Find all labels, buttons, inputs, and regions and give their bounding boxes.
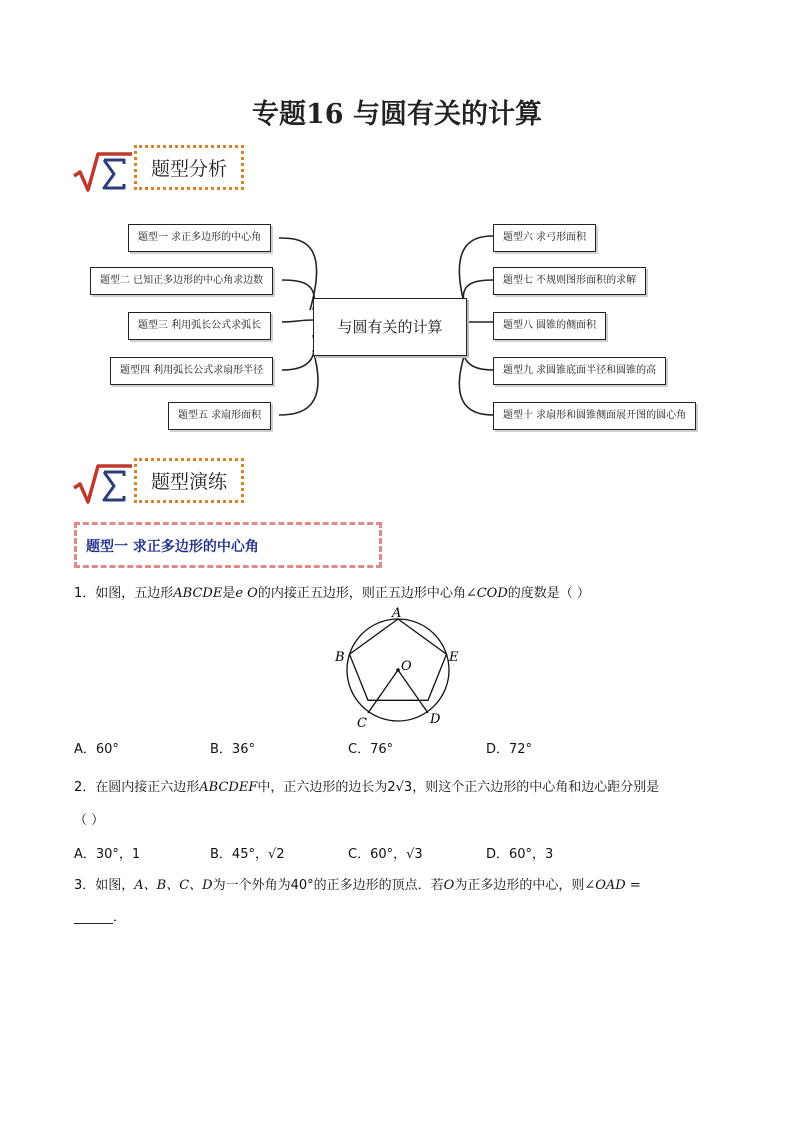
mindmap-node-type3: 题型三 利用弧长公式求弧长: [128, 312, 271, 340]
question-3: 3．如图，A、B、C、D为一个外角为40°的正多边形的顶点．若O为正多边形的中心，则∠OAD =: [74, 878, 641, 893]
mindmap-node-type8: 题型八 圆锥的侧面积: [493, 312, 606, 340]
q1-option-b[interactable]: B．36°: [210, 742, 255, 757]
mindmap-node-type6: 题型六 求弓形面积: [493, 224, 596, 252]
point-label-D: D: [430, 712, 441, 727]
sqrt-sigma-icon: [72, 150, 134, 194]
mindmap-center: 与圆有关的计算: [313, 298, 467, 356]
question-2: 2．在圆内接正六边形ABCDEF中，正六边形的边长为2√3，则这个正六边形的中心角和边心距分别是: [74, 780, 660, 795]
mindmap-node-type5: 题型五 求扇形面积: [168, 402, 271, 430]
sqrt-sigma-icon: [72, 462, 134, 506]
section-header-practice: 题型演练: [134, 458, 244, 503]
mindmap-node-type1: 题型一 求正多边形的中心角: [128, 224, 271, 252]
question-3-blank[interactable]: ______．: [74, 910, 127, 925]
q2-option-d[interactable]: D．60°，3: [486, 847, 554, 862]
topic-title-type1: 题型一 求正多边形的中心角: [86, 539, 259, 555]
mindmap-node-type4: 题型四 利用弧长公式求扇形半径: [110, 357, 273, 385]
question-1: 1．如图，五边形ABCDE是e O的内接正五边形，则正五边形中心角∠COD的度数是（ ）: [74, 586, 590, 601]
point-label-O: O: [401, 659, 412, 674]
point-label-E: E: [449, 650, 459, 665]
q1-option-d[interactable]: D．72°: [486, 742, 533, 757]
q2-option-b[interactable]: B．45°，√2: [210, 847, 285, 862]
point-label-B: B: [335, 650, 345, 665]
q1-option-c[interactable]: C．76°: [348, 742, 394, 757]
page-title: 专题16 与圆有关的计算: [252, 99, 542, 130]
point-label-C: C: [357, 716, 367, 731]
point-label-A: A: [392, 606, 402, 621]
mindmap-node-type2: 题型二 已知正多边形的中心角求边数: [90, 267, 273, 295]
q2-option-c[interactable]: C．60°，√3: [348, 847, 423, 862]
mindmap-node-type10: 题型十 求扇形和圆锥侧面展开图的圆心角: [493, 402, 696, 430]
q1-option-a[interactable]: A．60°: [74, 742, 119, 757]
mindmap-node-type9: 题型九 求圆锥底面半径和圆锥的高: [493, 357, 666, 385]
section-header-analysis: 题型分析: [134, 145, 244, 190]
mindmap-node-type7: 题型七 不规则图形面积的求解: [493, 267, 646, 295]
q2-option-a[interactable]: A．30°，1: [74, 847, 141, 862]
question-2-line2: （ ）: [74, 813, 105, 828]
pentagon-figure: [326, 603, 466, 731]
